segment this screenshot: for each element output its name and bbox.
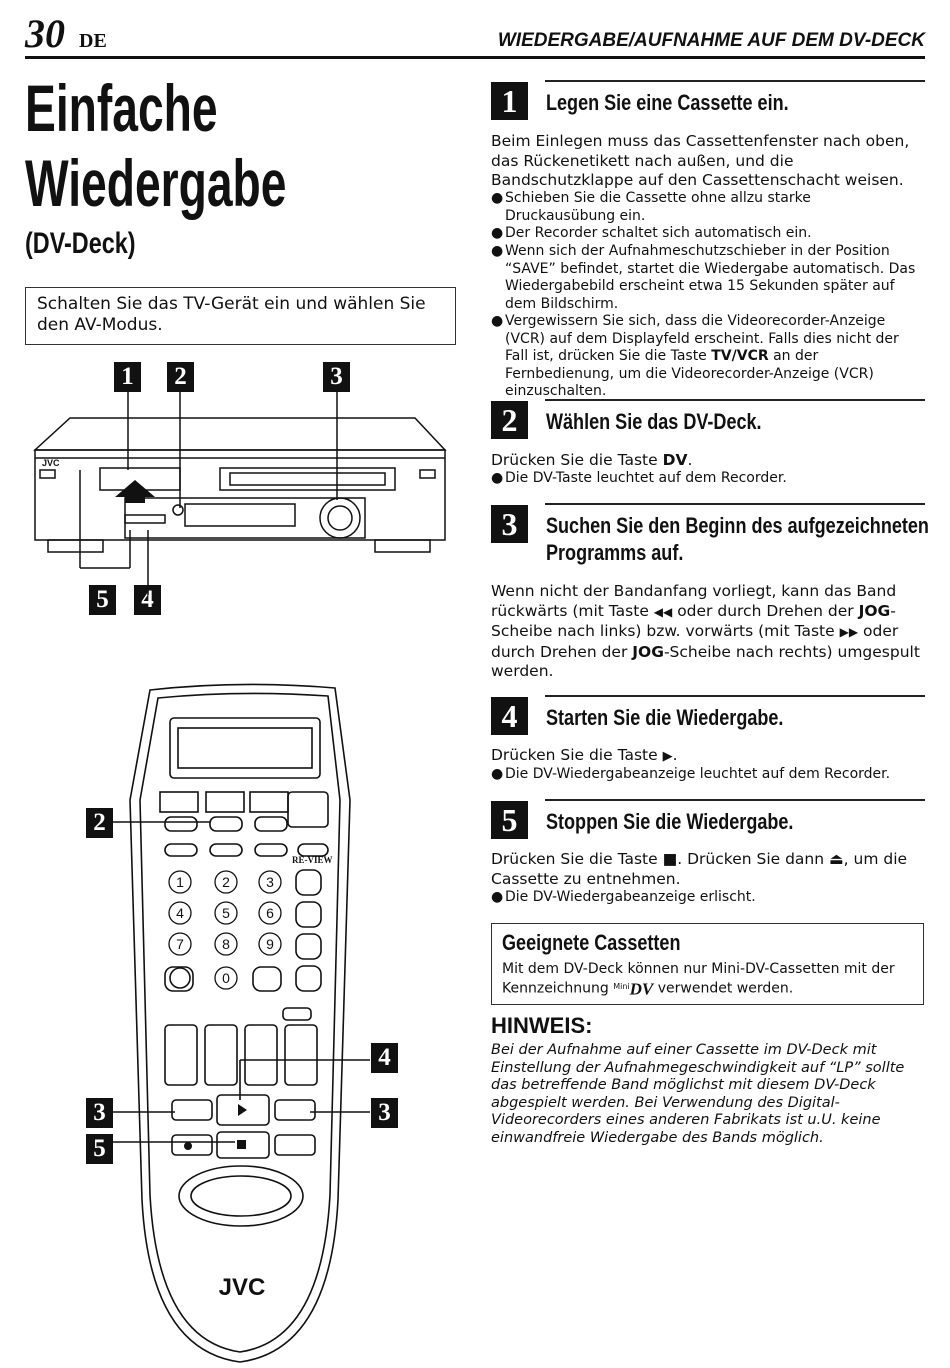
- page-subtitle: (DV-Deck): [25, 227, 136, 260]
- remote-key-5: 5: [222, 905, 230, 921]
- remote-label-5: 5: [86, 1134, 113, 1164]
- step5-bullet-1: ● Die DV-Wiedergabeanzeige erlischt.: [491, 889, 756, 905]
- step3-title-line1: Suchen Sie den Beginn des aufgezeichneten: [546, 513, 929, 538]
- step1-bullet-3: ● Wenn sich der Aufnahmeschutzschieber in der Position “SAVE” befindet, startet die Wiedergabe automatisch. Das Wiedergabebild erscheint etwa 15 Sekunden später auf dem Bildschirm.: [491, 243, 916, 312]
- step4-number: 4: [491, 697, 528, 735]
- header-rule: [25, 56, 925, 59]
- remote-control-illustration: [110, 680, 370, 1365]
- step1-rule: [545, 80, 925, 82]
- rewind-icon: ◀◀: [653, 604, 673, 619]
- language-code: DE: [79, 30, 107, 52]
- step4-title: Starten Sie die Wiedergabe.: [546, 705, 784, 730]
- step5-title: Stoppen Sie die Wiedergabe.: [546, 809, 794, 834]
- step1-bullet-4: ● Vergewissern Sie sich, dass die Videorecorder-Anzeige (VCR) auf dem Displayfeld erscheint. Falls dies nicht der Fall ist, drücken Sie die Taste TV/VCR an der Fernbedienung, um die Videorecorder-Anzeige (VCR) einzuschalten.: [491, 313, 899, 399]
- remote-key-7: 7: [176, 936, 184, 952]
- deck-brand-logo: JVC: [42, 458, 60, 468]
- eject-icon: ⏏: [829, 850, 844, 868]
- deck-label-4: 4: [134, 585, 161, 615]
- remote-label-4: 4: [371, 1043, 398, 1073]
- page-title-line2: Wiedergabe: [25, 146, 287, 220]
- remote-key-6: 6: [266, 905, 274, 921]
- remote-stop-icon: [237, 1140, 246, 1149]
- remote-key-1: 1: [176, 874, 184, 890]
- step2-bullet-1: ● Die DV-Taste leuchtet auf dem Recorder.: [491, 470, 787, 486]
- step3-text: Wenn nicht der Bandanfang vorliegt, kann das Band rückwärts (mit Taste ◀◀ oder durch Drehen der JOG-Scheibe nach links) bzw. vorwärts (mit Taste ▶▶ oder durch Drehen der JOG-Scheibe nach rechts) umgespult werden.: [491, 582, 920, 680]
- remote-key-9: 9: [266, 936, 274, 952]
- deck-label-3: 3: [323, 362, 350, 392]
- remote-play-icon: [238, 1104, 247, 1116]
- step1-title: Legen Sie eine Cassette ein.: [546, 90, 789, 115]
- note-text: Bei der Aufnahme auf einer Cassette im DV-Deck mit Einstellung der Aufnahmegeschwindigkeit auf “LP” sollte das betreffende Band möglichst mit diesem DV-Deck abgespielt werden. Bei Verwendung des Digital-Videorecorders eines anderen Fabrikats ist u.U. keine einwandfreie Wiedergabe des Bands möglich.: [491, 1042, 905, 1146]
- step2-number: 2: [491, 401, 528, 439]
- note-heading: HINWEIS:: [491, 1013, 593, 1038]
- step4-rule: [545, 695, 925, 697]
- step3-rule: [545, 503, 925, 505]
- deck-label-5: 5: [89, 585, 116, 615]
- step4-bullet-1: ● Die DV-Wiedergabeanzeige leuchtet auf dem Recorder.: [491, 766, 891, 782]
- remote-key-2: 2: [222, 874, 230, 890]
- intro-text: Schalten Sie das TV-Gerät ein und wählen Sie den AV-Modus.: [37, 294, 426, 335]
- page-number: 30: [25, 11, 65, 56]
- page-title-line1: Einfache: [25, 71, 218, 145]
- remote-brand-logo: JVC: [218, 1274, 266, 1301]
- step2-rule: [545, 399, 925, 401]
- remote-key-0: 0: [222, 970, 230, 986]
- stop-icon: ■: [662, 850, 678, 868]
- deck-label-1: 1: [114, 362, 141, 392]
- step3-title-line2: Programms auf.: [546, 540, 684, 565]
- step5-text: Drücken Sie die Taste ■. Drücken Sie dann ⏏, um die Cassette zu entnehmen.: [491, 850, 908, 888]
- cassettes-text: Mit dem DV-Deck können nur Mini-DV-Cassetten mit der Kennzeichnung $^{Mini}$DV verwendet werden.: [502, 961, 895, 999]
- remote-key-8: 8: [222, 936, 230, 952]
- step1-text: Beim Einlegen muss das Cassettenfenster nach oben, das Rückenetikett nach außen, und die Bandschutzklappe auf den Cassettenschacht weisen.: [491, 132, 910, 189]
- step1-bullet-2: ● Der Recorder schaltet sich automatisch ein.: [491, 225, 812, 241]
- play-icon: ▶: [662, 749, 673, 764]
- mini-dv-logo: $^{Mini}$DV: [613, 979, 654, 999]
- step2-text: Drücken Sie die Taste DV.: [491, 451, 693, 469]
- recorder-illustration: [30, 390, 450, 620]
- remote-label-3-right: 3: [371, 1098, 398, 1128]
- step2-title: Wählen Sie das DV-Deck.: [546, 409, 762, 434]
- step3-number: 3: [491, 505, 528, 543]
- remote-label-2: 2: [86, 808, 113, 838]
- step1-number: 1: [491, 82, 528, 120]
- fast-forward-icon: ▶▶: [839, 625, 859, 639]
- remote-key-4: 4: [176, 905, 184, 921]
- review-label: RE-VIEW: [292, 855, 333, 865]
- step4-text: Drücken Sie die Taste ▶.: [491, 746, 678, 764]
- remote-label-3-left: 3: [86, 1098, 113, 1128]
- tv-vcr-key: TV/VCR: [711, 348, 769, 364]
- step5-number: 5: [491, 801, 528, 839]
- remote-key-3: 3: [266, 874, 274, 890]
- step5-rule: [545, 799, 925, 801]
- chapter-title: WIEDERGABE/AUFNAHME AUF DEM DV-DECK: [497, 30, 925, 51]
- step1-bullet-1: ● Schieben Sie die Cassette ohne allzu starke Druckausübung ein.: [491, 190, 811, 224]
- intro-box: [25, 287, 456, 345]
- remote-record-icon: [184, 1142, 192, 1150]
- deck-label-2: 2: [167, 362, 194, 392]
- cassettes-title: Geeignete Cassetten: [502, 930, 681, 955]
